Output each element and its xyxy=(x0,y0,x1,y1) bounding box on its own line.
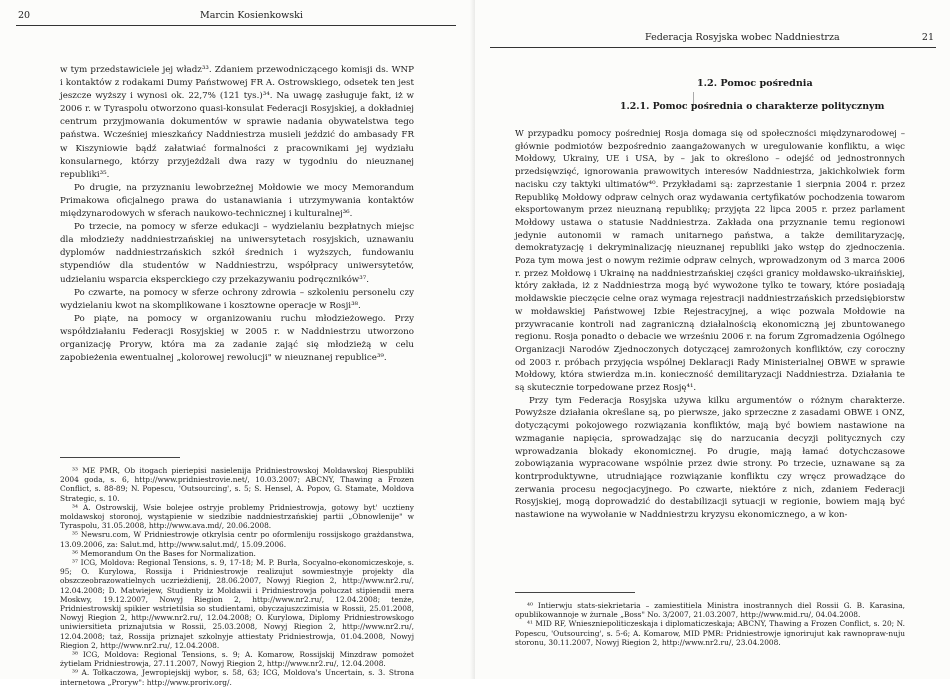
section-heading: 1.2. Pomoc pośrednia xyxy=(697,78,813,89)
paragraph: w tym przedstawiciele jej władz³³. Zdaniem przewodniczącego komisji ds. WNP i kontaktów z rodakami Dumy Państwowej FR A. Ostrowskiego, odsetek ten jest jeszcze wyższy i wynosi ok. 22,7% (121 tys.)³⁴. Na uwagę zasługuje fakt, iż w 2006 r. w Tyraspolu otworzono quasi-konsulat Federacji Rosyjskiej, a dokładniej centrum przyjmowania dokumentów w sprawie nadania obywatelstwa tego państwa. Wcześniej mieszkańcy Naddniestrza musieli jeździć do ambasady FR w Kiszyniowie bądź załatwiać formalności z pracownikami jej wydziału konsularnego, którzy przyjeżdżali dwa razy w tygodniu do nieuznanej republiki³⁵. xyxy=(60,65,414,180)
footnote: ³⁴ A. Ostrowskij, Wsie bolejee ostryje problemy Pridniestrowja, gotowy byt' ucztieny moldawskoj storonoj, wystąpienie w siedzibie naddniestrzańskiej partii „Obnowlenije" w Tyraspolu, 31.05.2008, http://www.ava.md/, 20.06.2008. xyxy=(60,502,414,531)
footnote: ³⁹ A. Tołkaczowa, Jewropiejskij wybor, s. 58, 63; ICG, Moldova's Uncertain, s. 3. Strona internetowa „Proryw": http://www.proriv.org/. xyxy=(60,668,414,687)
paragraph: W przypadku pomocy pośredniej Rosja domaga się od społeczności międzynarodowej – głównie podmiotów bezpośrednio zaangażowanych w uregulowanie konfliktu, a więc Mołdowy, Ukrainy, UE i USA, by – jak to określono – odejść od jednostronnych przedsięwzięć, ignorowania prawowitych interesów Naddniestrza, jakichkolwiek form nacisku czy taktyki ultimatów⁴⁰. Przykładami są: zaprzestanie 1 sierpnia 2004 r. przez Republikę Mołdowy odpraw celnych oraz wydawania certyfikatów pochodzenia towarom eksportowanym przez nieuznaną republikę; przyjęta 22 lipca 2005 r. przez parlament Mołdowy ustawa o statusie Naddniestrza. Zakłada ona przyznanie temu regionowi jedynie autonomii w ramach unitarnego państwa, a także demilitaryzację, demokratyzację i dekryminalizację nieuznanej republiki jako wstęp do zjednoczenia. Poza tym mowa jest o nowym reżimie odpraw celnych, wprowadzonym od 3 marca 2006 r. przez Mołdowę i Ukrainę na naddniestrzańskiej części granicy mołdawsko-ukraińskiej, który zakłada, iż z Naddniestrza mogą być wywożone tylko te towary, które posiadają mołdawskie pieczęcie celne oraz wymaga rejestracji naddniestrzańskich przedsiębiorstw w mołdawskiej Państwowej Izbie Rejestracyjnej, a więc pozwala Mołdowie na przywracanie kontroli nad zagraniczną działalnością ekonomiczną jej zbuntowanego regionu. Rosja ponadto o debacie we wrześniu 2006 r. na forum Zgromadzenia Ogólnego Organizacji Narodów Zjednoczonych dotyczącej zamrożonych konfliktów, czy coroczny od 2003 r. próbach przyjęcia wspólnej Deklaracji Rady Ministerialnej OBWE w sprawie Mołdowy, która stwierdza m.in. konieczność demilitaryzacji Naddniestrza. Działania te są skutecznie torpedowane przez Rosję⁴¹. xyxy=(515,129,905,394)
body-text-left xyxy=(60,64,414,365)
body-text-right xyxy=(515,128,905,522)
paragraph: Po czwarte, na pomocy w sferze ochrony zdrowia – szkoleniu personelu czy wydzielaniu kwot na skomplikowane i kosztowne operacje w Rosji³⁸. xyxy=(60,287,414,311)
header-rule-right xyxy=(490,47,936,48)
paragraph: Przy tym Federacja Rosyjska używa kilku argumentów o różnym charakterze. Powyższe działania określane są, po pierwsze, jako sprzeczne z zasadami OBWE i ONZ, dotyczącymi pokojowego rozwiązania konfliktów, mają być bowiem nastawione na wzmaganie napięcia, sprowadzając się do narzucania decyzji politycznych czy wprowadzania blokady ekonomicznej. Po drugie, mają łamać dotychczasowe zobowiązania wypracowane wspólnie przez dwie strony. Po trzecie, uznawane są za kontrproduktywne, utrudniające rozwiązanie konfliktu czy wręcz prowadzące do zerwania procesu negocjacyjnego. Po czwarte, niektóre z nich, zdaniem Federacji Rosyjskiej, mogą doprowadzić do destabilizacji sytuacji w regionie, bowiem mają być nastawione na wywołanie w Naddniestrzu kryzysu ekonomicznego, a w kon- xyxy=(515,395,905,521)
running-head-right: Federacja Rosyjska wobec Naddniestrza xyxy=(645,32,840,43)
page-number-left: 20 xyxy=(18,10,31,21)
header-rule-left xyxy=(16,25,456,26)
footnote: ³⁸ ICG, Moldova: Regional Tensions, s. 9; A. Komarow, Rossijskij Minzdraw pomożet żytielam Pridniestrowja, 27.11.2007, Nowyj Riegion 2, http://www.nr2.ru/, 12.04.2008. xyxy=(60,650,414,669)
footnote: ³⁵ Newsru.com, W Pridniestrowje otkrylsia centr po oformleniju rossijskogo grażdanstwa, 13.09.2006, za: Salut.md, http://www.salut.md/, 15.09.2006. xyxy=(60,530,414,549)
paragraph: Po trzecie, na pomocy w sferze edukacji – wydzielaniu bezpłatnych miejsc dla młodzieży naddniestrzańskiej na uniwersytetach rosyjskich, uznawaniu dyplomów naddniestrzańskich szkół średnich i wyższych, fundowaniu stypendiów dla studentów w Naddniestrzu, współpracy uniwersytetów, udzielaniu wsparcia eksperckiego czy przekazywaniu podręczników³⁷. xyxy=(60,222,414,285)
footnotes-left xyxy=(60,457,414,687)
footnote: ³⁷ ICG, Moldova: Regional Tensions, s. 9, 17-18; M. P. Burła, Socyalno-ekonomiczeskoje, s. 95; O. Kurylowa, Rossija i Pridniestrowje realizujut sowmiestnyje projekty dla obszczeobrazowatielnych uczrieżdienij, 28.06.2007, Nowyj Riegion 2, http://www.nr2.ru/, 12.04.2008; D. Matwiejew, Studienty iz Moldawii i Pridniestrowja połuczat stipiendii mera Moskwy, 19.12.2007, Nowyj Riegion 2, http://www.nr2.ru/, 12.04.2008; tenże, Pridniestrowskij spikier wstrietilsia so studientami, obyczajuszczimisia w Rossii, 25.01.2008, Nowyj Riegion 2, http://www.nr2.ru/, 12.04.2008; O. Kurylowa, Diplomy Pridniestrowskogo uniwiersitieta priznajutsia w Rossii, 25.03.2008, Nowyj Riegion 2, http://www.nr2.ru/, 12.04.2008; taż, Rossija priznajet szkolnyje attiestaty Pridniestrowja, 01.04.2008, Nowyj Riegion 2, http://www.nr2.ru/, 12.04.2008. xyxy=(60,558,414,650)
footnote: ⁴¹ MID RF, Wnieszniepoliticzeskaja i diplomaticzeskaja; ABCNY, Thawing a Frozen Conflict, s. 20; N. Popescu, 'Outsourcing', s. 5-6; A. Komarow, MID PMR: Pridniestrowje ignorirujut kak rawnopraw-nuju storonu, 30.11.2007, Nowyj Riegion 2, http://www.nr2.ru/, 23.04.2008. xyxy=(515,619,905,647)
running-head-left: Marcin Kosienkowski xyxy=(200,10,303,21)
paragraph: Po piąte, na pomocy w organizowaniu ruchu młodzieżowego. Przy współdziałaniu Federacji Rosyjskiej w 2005 r. w Naddniestrzu utworzono organizację Proryw, która ma za zadanie zająć się młodzieżą w celu zapobieżenia ewentualnej „kolorowej rewolucji" w nieuznanej republice³⁹. xyxy=(60,313,414,364)
footnote-rule xyxy=(515,592,635,593)
subsection-heading: 1.2.1. Pomoc pośrednia o charakterze politycznym xyxy=(620,101,885,112)
footnote-rule xyxy=(60,457,180,458)
footnote: ⁴⁰ Intierwju stats-siekrietaria – zamiestitiela Ministra inostrannych diel Rossii G. B. Karasina, opublikowannoje w żurnale „Boss" No. 3/2007, 21.03.2007, http://www.mid.ru/, 04.04.2008. xyxy=(515,601,905,620)
paragraph: Po drugie, na przyznaniu lewobrzeżnej Mołdowie we mocy Memorandum Primakowa oficjalnego prawa do ustanawiania i utrzymywania kontaktów międzynarodowych w sferach naukowo-technicznej i kulturalnej³⁶. xyxy=(60,182,414,220)
footnotes-right xyxy=(515,592,905,647)
page-number-right: 21 xyxy=(921,32,934,43)
footnote: ³³ ME PMR, Ob itogach pieriepisi nasielenija Pridniestrowskoj Moldawskoj Riespubliki 2004 goda, s. 6, http://www.pridniestrovie.net/, 10.03.2007; ABCNY, Thawing a Frozen Conflict, s. 88-89; N. Popescu, 'Outsourcing', s. 5; S. Hensel, A. Popov, G. Stamate, Moldova Strategic, s. 10. xyxy=(60,466,414,503)
footnote: ³⁶ Memorandum On the Bases for Normalization. xyxy=(72,548,256,558)
right-page xyxy=(475,0,950,679)
